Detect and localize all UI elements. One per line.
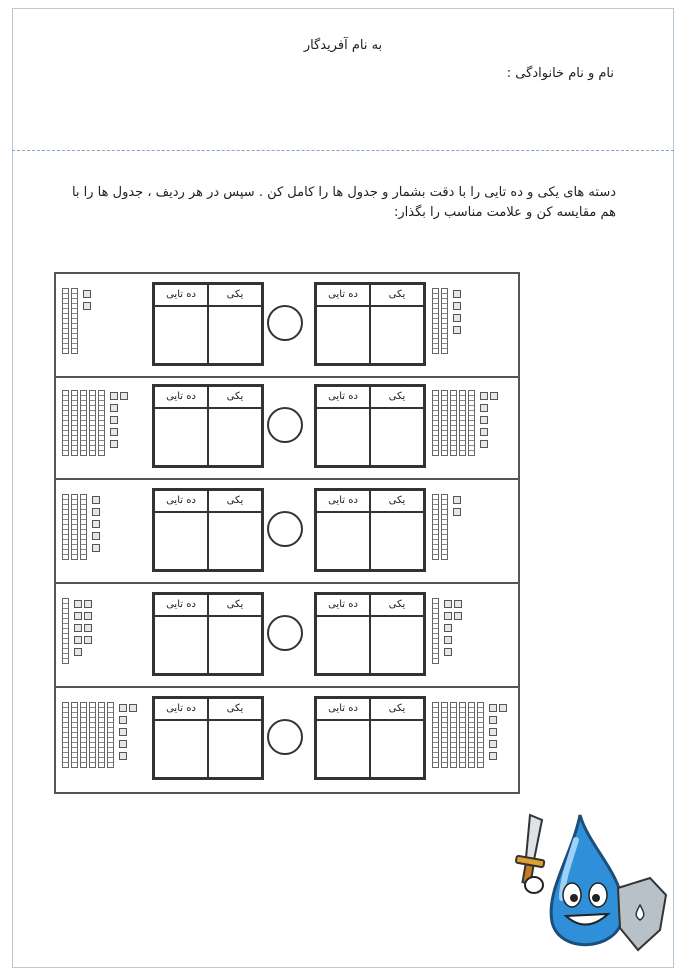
sword-icon bbox=[516, 815, 545, 884]
unit-cube bbox=[92, 520, 100, 528]
ten-rod bbox=[477, 702, 484, 768]
ten-rod bbox=[468, 702, 475, 768]
ten-rod bbox=[432, 288, 439, 354]
ten-rod bbox=[98, 390, 105, 456]
ten-rod bbox=[441, 702, 448, 768]
unit-cube bbox=[84, 624, 92, 632]
ten-rod bbox=[89, 702, 96, 768]
instructions-text: دسته های یکی و ده تایی را با دقت بشمار و جدول ها را کامل کن . سپس در هر ردیف ، جدول ها را با هم مقایسه کن و علامت مناسب را بگذار: bbox=[71, 185, 616, 220]
ones-header: یکی bbox=[208, 386, 262, 408]
unit-cube bbox=[453, 326, 461, 334]
ones-header: یکی bbox=[370, 284, 424, 306]
tens-answer-cell[interactable] bbox=[154, 512, 208, 570]
tens-header: ده تایی bbox=[154, 594, 208, 616]
unit-cube bbox=[74, 612, 82, 620]
water-drop-mascot-icon bbox=[500, 810, 670, 960]
unit-cube bbox=[480, 428, 488, 436]
ten-rod bbox=[98, 702, 105, 768]
comparison-row bbox=[56, 480, 518, 584]
unit-cube bbox=[110, 440, 118, 448]
ones-header: یکی bbox=[370, 490, 424, 512]
ones-answer-cell[interactable] bbox=[370, 616, 424, 674]
ten-rod bbox=[71, 702, 78, 768]
tens-header: ده تایی bbox=[316, 386, 370, 408]
unit-cube bbox=[92, 496, 100, 504]
unit-cube bbox=[444, 624, 452, 632]
unit-cube bbox=[119, 704, 127, 712]
comparison-sign-circle[interactable] bbox=[267, 615, 303, 651]
tens-answer-cell[interactable] bbox=[316, 306, 370, 364]
unit-cube bbox=[74, 624, 82, 632]
ten-rod bbox=[71, 390, 78, 456]
unit-cube bbox=[119, 752, 127, 760]
ten-rod bbox=[468, 390, 475, 456]
ten-rod bbox=[62, 598, 69, 664]
comparison-sign-circle[interactable] bbox=[267, 511, 303, 547]
ones-header: یکی bbox=[208, 284, 262, 306]
tens-header: ده تایی bbox=[154, 698, 208, 720]
right-place-value-table bbox=[314, 592, 426, 676]
ten-rod bbox=[71, 494, 78, 560]
tens-header: ده تایی bbox=[316, 284, 370, 306]
tens-answer-cell[interactable] bbox=[154, 408, 208, 466]
tens-header: ده تایی bbox=[154, 386, 208, 408]
unit-cube bbox=[444, 612, 452, 620]
ten-rod bbox=[71, 288, 78, 354]
unit-cube bbox=[110, 404, 118, 412]
ones-answer-cell[interactable] bbox=[370, 306, 424, 364]
tens-answer-cell[interactable] bbox=[316, 512, 370, 570]
ten-rod bbox=[441, 288, 448, 354]
comparison-row bbox=[56, 274, 518, 378]
unit-cube bbox=[489, 704, 497, 712]
unit-cube bbox=[453, 314, 461, 322]
ten-rod bbox=[459, 702, 466, 768]
left-place-value-table bbox=[152, 592, 264, 676]
comparison-sign-circle[interactable] bbox=[267, 407, 303, 443]
unit-cube bbox=[129, 704, 137, 712]
unit-cube bbox=[119, 740, 127, 748]
right-place-value-table bbox=[314, 488, 426, 572]
unit-cube bbox=[83, 290, 91, 298]
unit-cube bbox=[74, 600, 82, 608]
tens-header: ده تایی bbox=[154, 284, 208, 306]
unit-cube bbox=[490, 392, 498, 400]
student-name-label: نام و نام خانوادگی : bbox=[506, 66, 614, 81]
right-place-value-table bbox=[314, 384, 426, 468]
ten-rod bbox=[107, 702, 114, 768]
ten-rod bbox=[80, 702, 87, 768]
ten-rod bbox=[459, 390, 466, 456]
comparison-sign-circle[interactable] bbox=[267, 719, 303, 755]
tens-header: ده تایی bbox=[316, 594, 370, 616]
unit-cube bbox=[489, 716, 497, 724]
tens-answer-cell[interactable] bbox=[154, 720, 208, 778]
ones-header: یکی bbox=[208, 490, 262, 512]
ten-rod bbox=[432, 494, 439, 560]
unit-cube bbox=[480, 440, 488, 448]
unit-cube bbox=[444, 636, 452, 644]
unit-cube bbox=[74, 636, 82, 644]
right-place-value-table bbox=[314, 282, 426, 366]
ones-answer-cell[interactable] bbox=[208, 512, 262, 570]
left-place-value-table bbox=[152, 282, 264, 366]
ones-header: یکی bbox=[208, 594, 262, 616]
unit-cube bbox=[453, 302, 461, 310]
unit-cube bbox=[120, 392, 128, 400]
tens-answer-cell[interactable] bbox=[154, 306, 208, 364]
ones-answer-cell[interactable] bbox=[208, 408, 262, 466]
ones-answer-cell[interactable] bbox=[370, 512, 424, 570]
unit-cube bbox=[84, 636, 92, 644]
unit-cube bbox=[480, 392, 488, 400]
left-place-value-table bbox=[152, 384, 264, 468]
unit-cube bbox=[499, 704, 507, 712]
page-title: به نام آفریدگار bbox=[303, 38, 383, 53]
ten-rod bbox=[441, 390, 448, 456]
ten-rod bbox=[432, 598, 439, 664]
ten-rod bbox=[450, 702, 457, 768]
unit-cube bbox=[454, 600, 462, 608]
tens-answer-cell[interactable] bbox=[154, 616, 208, 674]
ten-rod bbox=[80, 494, 87, 560]
ones-header: یکی bbox=[370, 594, 424, 616]
ten-rod bbox=[432, 702, 439, 768]
comparison-row bbox=[56, 376, 518, 480]
unit-cube bbox=[489, 728, 497, 736]
unit-cube bbox=[119, 728, 127, 736]
unit-cube bbox=[454, 612, 462, 620]
unit-cube bbox=[110, 416, 118, 424]
ones-header: یکی bbox=[208, 698, 262, 720]
ten-rod bbox=[62, 702, 69, 768]
tens-header: ده تایی bbox=[154, 490, 208, 512]
unit-cube bbox=[489, 752, 497, 760]
unit-cube bbox=[84, 600, 92, 608]
unit-cube bbox=[92, 544, 100, 552]
comparison-worksheet bbox=[54, 272, 520, 794]
left-place-value-table bbox=[152, 696, 264, 780]
unit-cube bbox=[119, 716, 127, 724]
unit-cube bbox=[83, 302, 91, 310]
tens-answer-cell[interactable] bbox=[316, 720, 370, 778]
right-place-value-table bbox=[314, 696, 426, 780]
ten-rod bbox=[62, 288, 69, 354]
unit-cube bbox=[489, 740, 497, 748]
ten-rod bbox=[80, 390, 87, 456]
ones-answer-cell[interactable] bbox=[370, 720, 424, 778]
comparison-row bbox=[56, 584, 518, 688]
ones-answer-cell[interactable] bbox=[208, 616, 262, 674]
unit-cube bbox=[110, 392, 118, 400]
unit-cube bbox=[92, 508, 100, 516]
tens-header: ده تایی bbox=[316, 490, 370, 512]
tens-answer-cell[interactable] bbox=[316, 408, 370, 466]
unit-cube bbox=[74, 648, 82, 656]
comparison-sign-circle[interactable] bbox=[267, 305, 303, 341]
ten-rod bbox=[62, 390, 69, 456]
header-divider bbox=[12, 150, 674, 151]
ten-rod bbox=[432, 390, 439, 456]
left-place-value-table bbox=[152, 488, 264, 572]
ones-answer-cell[interactable] bbox=[208, 306, 262, 364]
unit-cube bbox=[480, 404, 488, 412]
ten-rod bbox=[450, 390, 457, 456]
ones-header: یکی bbox=[370, 386, 424, 408]
ten-rod bbox=[89, 390, 96, 456]
unit-cube bbox=[92, 532, 100, 540]
shield-icon bbox=[618, 878, 666, 950]
unit-cube bbox=[453, 496, 461, 504]
unit-cube bbox=[84, 612, 92, 620]
ten-rod bbox=[441, 494, 448, 560]
unit-cube bbox=[480, 416, 488, 424]
unit-cube bbox=[453, 508, 461, 516]
unit-cube bbox=[444, 648, 452, 656]
tens-header: ده تایی bbox=[316, 698, 370, 720]
ones-answer-cell[interactable] bbox=[208, 720, 262, 778]
unit-cube bbox=[444, 600, 452, 608]
ones-answer-cell[interactable] bbox=[370, 408, 424, 466]
ten-rod bbox=[62, 494, 69, 560]
tens-answer-cell[interactable] bbox=[316, 616, 370, 674]
ones-header: یکی bbox=[370, 698, 424, 720]
unit-cube bbox=[110, 428, 118, 436]
comparison-row bbox=[56, 688, 518, 792]
unit-cube bbox=[453, 290, 461, 298]
